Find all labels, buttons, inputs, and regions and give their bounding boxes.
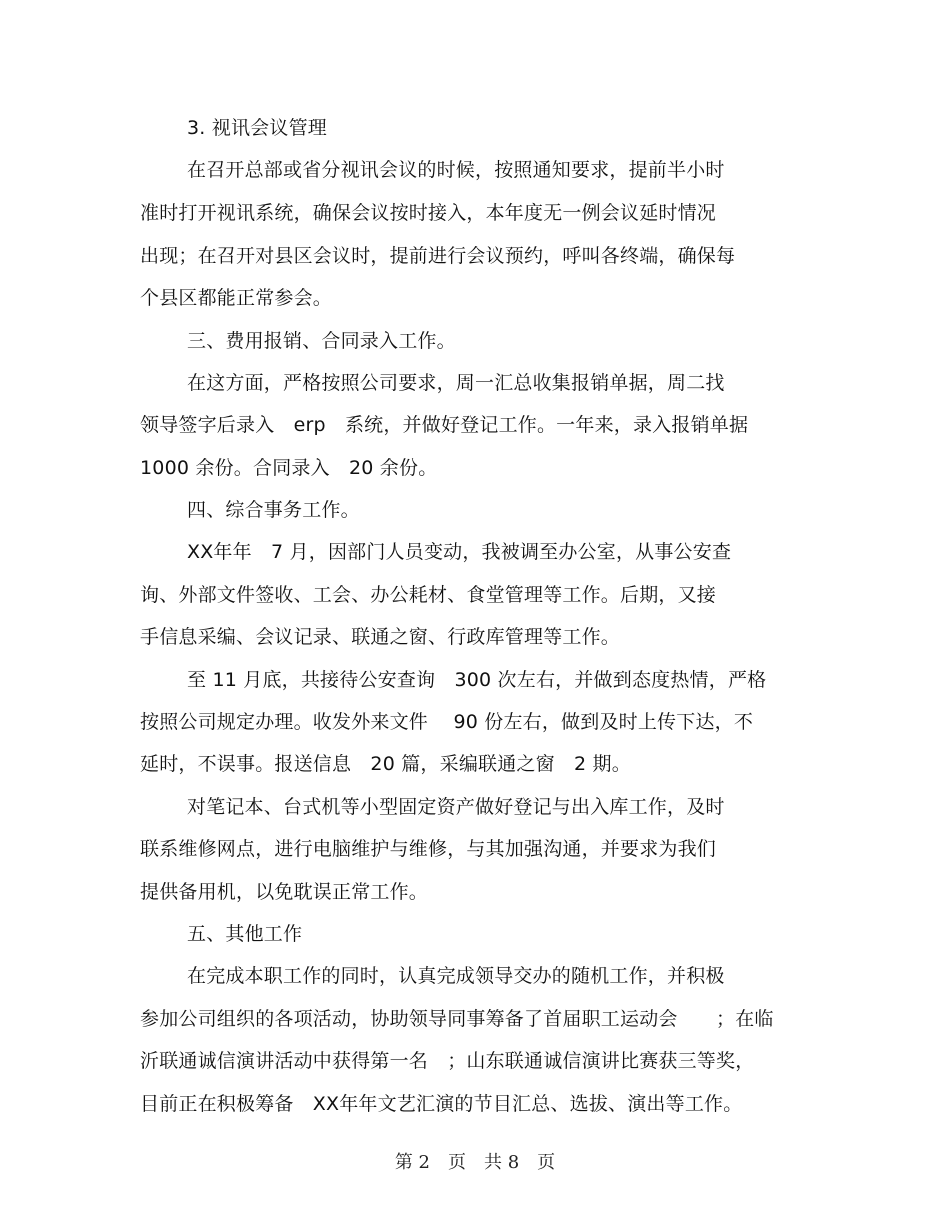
section-heading-expense: 三、费用报销、合同录入工作。 [187,330,456,352]
paragraph-line: 个县区都能正常参会。 [140,287,333,309]
paragraph-line: 按照公司规定办理。收发外来文件 90 份左右，做到及时上传下达，不 [140,711,754,733]
paragraph-line: 领导签字后录入 erp 系统，并做好登记工作。一年来，录入报销单据 [140,414,749,436]
paragraph-line: 联系维修网点，进行电脑维护与维修，与其加强沟通，并要求为我们 [140,838,717,860]
paragraph-line: 沂联通诚信演讲活动中获得第一名 ；山东联通诚信演讲比赛获三等奖， [140,1050,755,1072]
paragraph-line: 延时，不误事。报送信息 20 篇，采编联通之窗 2 期。 [140,753,631,775]
paragraph-line: 至 11 月底，共接待公安查询 300 次左右，并做到态度热情，严格 [187,669,767,691]
section-heading-video-conference: 3. 视讯会议管理 [187,117,327,139]
paragraph-line: 出现；在召开对县区会议时，提前进行会议预约，呼叫各终端，确保每 [140,245,736,267]
paragraph-line: 在这方面，严格按照公司要求，周一汇总收集报销单据，周二找 [187,372,725,394]
page-number-footer: 第 2 页 共 8 页 [394,1152,556,1173]
paragraph-line: 目前正在积极筹备 XX年年文艺汇演的节目汇总、选拔、演出等工作。 [140,1093,743,1115]
paragraph-line: 提供备用机，以免耽误正常工作。 [140,881,429,903]
section-heading-other-work: 五、其他工作 [187,923,303,945]
paragraph-line: 在完成本职工作的同时，认真完成领导交办的随机工作，并积极 [187,965,725,987]
paragraph-line: 参加公司组织的各项活动，协助领导同事筹备了首届职工运动会 ；在临 [140,1008,774,1030]
paragraph-line: 询、外部文件签收、工会、办公耗材、食堂管理等工作。后期，又接 [140,584,717,606]
paragraph-line: 在召开总部或省分视讯会议的时候，按照通知要求，提前半小时 [187,159,725,181]
paragraph-line: 手信息采编、会议记录、联通之窗、行政库管理等工作。 [140,626,621,648]
paragraph-line: XX年年 7 月，因部门人员变动，我被调至办公室，从事公安查 [187,541,732,563]
paragraph-line: 对笔记本、台式机等小型固定资产做好登记与出入库工作，及时 [187,796,725,818]
section-heading-general-affairs: 四、综合事务工作。 [187,499,360,521]
paragraph-line: 准时打开视讯系统，确保会议按时接入，本年度无一例会议延时情况 [140,202,717,224]
paragraph-line: 1000 余份。合同录入 20 余份。 [140,457,438,479]
